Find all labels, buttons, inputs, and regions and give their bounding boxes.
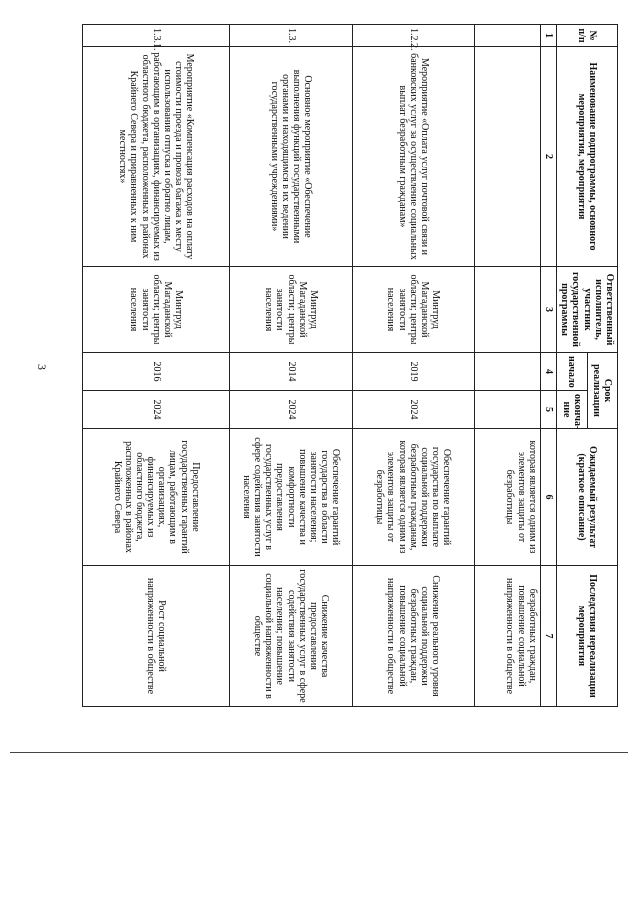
column-number: 4	[540, 353, 556, 391]
row-end: 2024	[82, 391, 230, 429]
row-end	[474, 391, 540, 429]
row-executor: Минтруд Магаданской области; центры занятости населения	[352, 267, 474, 353]
row-start: 2016	[82, 353, 230, 391]
row-consequences: безработных граждан, повышение социальной напряженности в обществе	[474, 566, 540, 707]
header-row-top	[587, 25, 617, 707]
row-consequences: Снижение реального уровня социальной поддержки безработных граждан, повышение социальной напряженности в обществе	[352, 566, 474, 707]
row-executor: Минтруд Магаданской области; центры занятости населения	[230, 267, 352, 353]
row-no: 1.3.1.	[82, 25, 230, 47]
row-end: 2024	[352, 391, 474, 429]
header-name: Наименование подпрограммы, основного мероприятия, мероприятия	[557, 47, 618, 267]
row-no: 1.3.	[230, 25, 352, 47]
row-name: Основное мероприятие «Обеспечение выполнения функций государственными органами и находящимся в их ведении государственными учреждениями»	[230, 47, 352, 267]
row-consequences: Снижение качества предоставления государственных услуг в сфере содействия занятости населения; повышение социальной напряженности в обществе	[230, 566, 352, 707]
column-number: 1	[540, 25, 556, 47]
row-name: Мероприятие «Компенсация расходов на оплату стоимости проезда и провоза багажа к месту использования отпуска и обратно лицам, работающим в организациях, финансируемых из областного бюджета, расположенных в районах Крайнего Севера и приравненных к ним местностях»	[82, 47, 230, 267]
page-number: 3	[35, 364, 49, 370]
row-name	[474, 47, 540, 267]
column-number: 6	[540, 429, 556, 566]
table-row	[474, 25, 540, 707]
header-result: Ожидаемый результат (краткое описание)	[557, 429, 618, 566]
row-result: Обеспечение гарантий государства в области занятости населения; повышение качества и комфортности предоставления государственных услуг в сфере содействия занятости населения	[230, 429, 352, 566]
column-number: 3	[540, 267, 556, 353]
row-no	[474, 25, 540, 47]
row-executor: Минтруд Магаданской области; центры занятости населения	[82, 267, 230, 353]
row-start	[474, 353, 540, 391]
header-no: № п/п	[557, 25, 618, 47]
row-result: которая является одним из элементов защиты от безработицы	[474, 429, 540, 566]
table-row	[230, 25, 352, 707]
row-result: Предоставление государственных гарантий лицам, работающим в организациях, финансируемых из областного бюджета, расположенных в районах Крайнего Севера	[82, 429, 230, 566]
row-start: 2019	[352, 353, 474, 391]
rotated-table-sheet	[88, 24, 618, 706]
column-number: 7	[540, 566, 556, 707]
column-number: 5	[540, 391, 556, 429]
row-end: 2024	[230, 391, 352, 429]
row-executor	[474, 267, 540, 353]
row-result: Обеспечение гарантий государства по выплате социальной поддержки безработным гражданам, которая является одним из элементов защиты от безработицы	[352, 429, 474, 566]
header-end: оконча-ние	[557, 391, 587, 429]
table-row	[352, 25, 474, 707]
header-period: Срок реализации	[587, 353, 617, 429]
program-table	[82, 24, 618, 707]
row-no: 1.2.2.	[352, 25, 474, 47]
row-consequences: Рост социальной напряженности в обществе	[82, 566, 230, 707]
row-start: 2014	[230, 353, 352, 391]
horizontal-rule	[10, 752, 628, 753]
header-consequences: Последствия нереализации мероприятия	[557, 566, 618, 707]
row-name: Мероприятие «Оплата услуг почтовой связи и банковских услуг за осуществление социальных выплат безработным гражданам»	[352, 47, 474, 267]
table-row	[82, 25, 230, 707]
column-number: 2	[540, 47, 556, 267]
column-number-row	[540, 25, 556, 707]
header-executor: Ответственный исполнитель, участник государственной программы	[557, 267, 618, 353]
header-start: начало	[557, 353, 587, 391]
